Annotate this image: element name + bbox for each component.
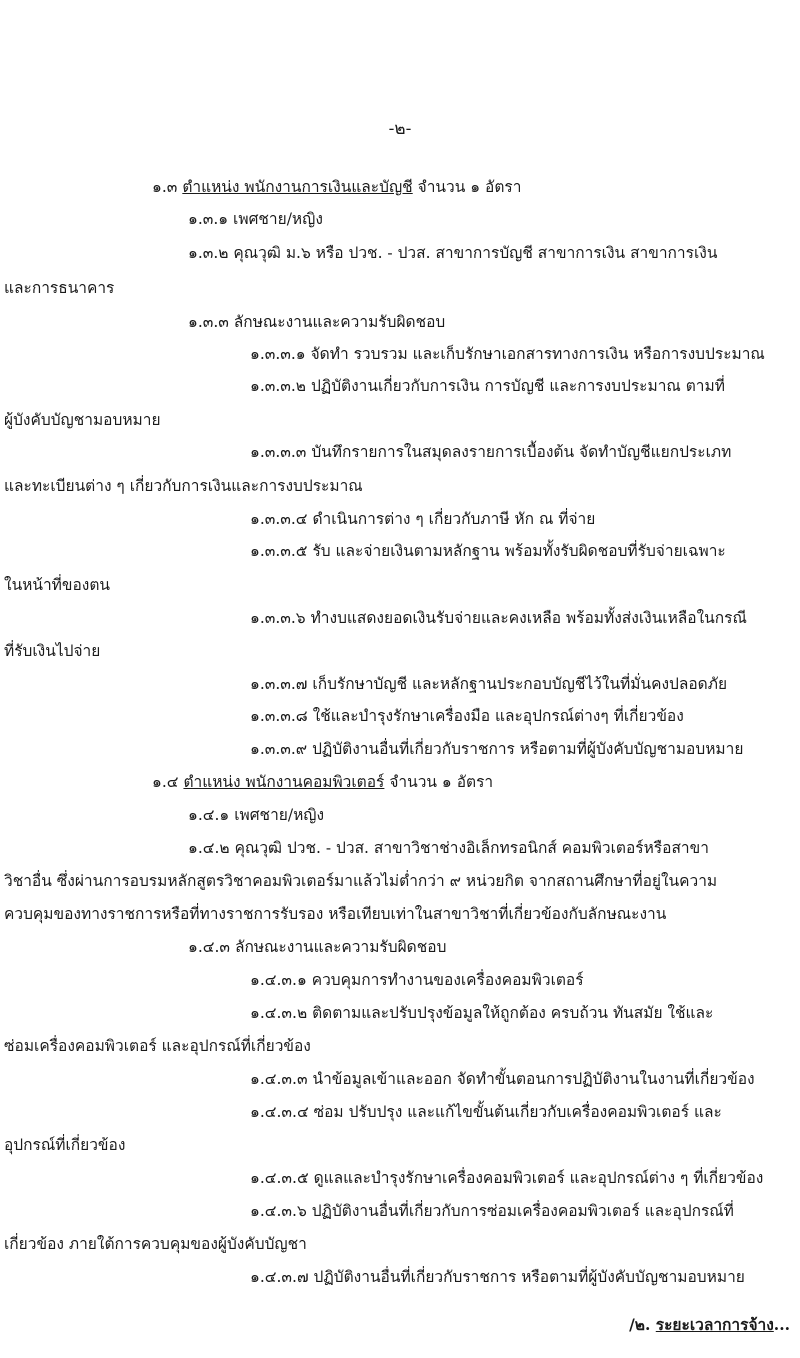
item-1-3-2: ๑.๓.๒ คุณวุฒิ ม.๖ หรือ ปวช. - ปวส. สาขาการบัญชี สาขาการเงิน สาขาการเงิน — [188, 244, 718, 262]
duty-1-3-3-4: ๑.๓.๓.๔ ดำเนินการต่าง ๆ เกี่ยวกับภาษี หัก ณ ที่จ่าย — [250, 510, 596, 528]
item-1-4-2-cont-1: วิชาอื่น ซึ่งผ่านการอบรมหลักสูตรวิชาคอมพิวเตอร์มาแล้วไม่ต่ำกว่า ๙ หน่วยกิต จากสถานศึกษาที่อยู่ในความ — [4, 872, 718, 890]
item-1-4-3: ๑.๔.๓ ลักษณะงานและความรับผิดชอบ — [188, 938, 447, 956]
item-1-3-1: ๑.๓.๑ เพศชาย/หญิง — [188, 210, 323, 228]
item-1-4-1: ๑.๔.๑ เพศชาย/หญิง — [188, 806, 325, 824]
duty-1-3-3-5: ๑.๓.๓.๕ รับ และจ่ายเงินตามหลักฐาน พร้อมทั้งรับผิดชอบที่รับจ่ายเฉพาะ — [250, 542, 726, 560]
page-number: -๒- — [388, 119, 412, 139]
continuation-text: ระยะเวลาการจ้าง — [655, 1315, 774, 1334]
duty-1-3-3-1: ๑.๓.๓.๑ จัดทำ รวบรวม และเก็บรักษาเอกสารทางการเงิน หรือการงบประมาณ — [250, 345, 765, 363]
duty-1-3-3-7: ๑.๓.๓.๗ เก็บรักษาบัญชี และหลักฐานประกอบบัญชีไว้ในที่มั่นคงปลอดภัย — [250, 675, 728, 693]
item-1-4-2: ๑.๔.๒ คุณวุฒิ ปวช. - ปวส. สาขาวิชาช่างอิเล็กทรอนิกส์ คอมพิวเตอร์หรือสาขา — [188, 839, 709, 857]
duty-1-4-3-2: ๑.๔.๓.๒ ติดตามและปรับปรุงข้อมูลให้ถูกต้อง ครบถ้วน ทันสมัย ใช้และ — [250, 1004, 714, 1022]
duty-1-4-3-7: ๑.๔.๓.๗ ปฏิบัติงานอื่นที่เกี่ยวกับราชการ หรือตามที่ผู้บังคับบัญชามอบหมาย — [250, 1268, 745, 1286]
duty-1-3-3-2-cont: ผู้บังคับบัญชามอบหมาย — [4, 411, 161, 429]
continuation-ellipsis: ... — [773, 1315, 790, 1334]
duty-1-3-3-9: ๑.๓.๓.๙ ปฏิบัติงานอื่นที่เกี่ยวกับราชการ หรือตามที่ผู้บังคับบัญชามอบหมาย — [250, 740, 744, 758]
duty-1-3-3-2: ๑.๓.๓.๒ ปฏิบัติงานเกี่ยวกับการเงิน การบัญชี และการงบประมาณ ตามที่ — [250, 377, 725, 395]
duty-1-4-3-6: ๑.๔.๓.๖ ปฏิบัติงานอื่นที่เกี่ยวกับการซ่อมเครื่องคอมพิวเตอร์ และอุปกรณ์ที่ — [250, 1202, 734, 1220]
section-number: ๑.๔ — [152, 773, 179, 791]
duty-1-3-3-6-cont: ที่รับเงินไปจ่าย — [4, 642, 101, 660]
continuation-note — [629, 1312, 790, 1337]
item-1-3-2-cont: และการธนาคาร — [4, 279, 115, 297]
continuation-prefix: /๒. — [629, 1315, 651, 1334]
duty-1-3-3-3-cont: และทะเบียนต่าง ๆ เกี่ยวกับการเงินและการงบประมาณ — [4, 477, 363, 495]
duty-1-3-3-6: ๑.๓.๓.๖ ทำงบแสดงยอดเงินรับจ่ายและคงเหลือ พร้อมทั้งส่งเงินเหลือในกรณี — [250, 609, 747, 627]
duty-1-4-3-5: ๑.๔.๓.๕ ดูแลและบำรุงรักษาเครื่องคอมพิวเตอร์ และอุปกรณ์ต่าง ๆ ที่เกี่ยวข้อง — [250, 1169, 764, 1187]
section-heading-1-3 — [152, 176, 521, 198]
item-1-4-2-cont-2: ควบคุมของทางราชการหรือที่ทางราชการรับรอง หรือเทียบเท่าในสาขาวิชาที่เกี่ยวข้องกับลักษณะงาน — [4, 905, 667, 923]
position-count: จำนวน ๑ อัตรา — [389, 773, 494, 791]
section-number: ๑.๓ — [152, 178, 178, 196]
duty-1-4-3-4-cont: อุปกรณ์ที่เกี่ยวข้อง — [4, 1136, 126, 1154]
duty-1-3-3-3: ๑.๓.๓.๓ บันทึกรายการในสมุดลงรายการเบื้องต้น จัดทำบัญชีแยกประเภท — [250, 443, 732, 461]
duty-1-4-3-4: ๑.๔.๓.๔ ซ่อม ปรับปรุง และแก้ไขขั้นต้นเกี่ยวกับเครื่องคอมพิวเตอร์ และ — [250, 1103, 722, 1121]
section-heading-1-4 — [152, 771, 493, 793]
duty-1-3-3-5-cont: ในหน้าที่ของตน — [4, 576, 111, 594]
duty-1-4-3-6-cont: เกี่ยวข้อง ภายใต้การควบคุมของผู้บังคับบัญชา — [4, 1235, 307, 1253]
position-title: ตำแหน่ง พนักงานคอมพิวเตอร์ — [183, 773, 385, 791]
item-1-3-3: ๑.๓.๓ ลักษณะงานและความรับผิดชอบ — [188, 313, 446, 331]
duty-1-4-3-1: ๑.๔.๓.๑ ควบคุมการทำงานของเครื่องคอมพิวเตอร์ — [250, 971, 584, 989]
duty-1-4-3-2-cont: ซ่อมเครื่องคอมพิวเตอร์ และอุปกรณ์ที่เกี่ยวข้อง — [4, 1037, 311, 1055]
duty-1-4-3-3: ๑.๔.๓.๓ นำข้อมูลเข้าและออก จัดทำขั้นตอนการปฏิบัติงานในงานที่เกี่ยวข้อง — [250, 1070, 755, 1088]
position-title: ตำแหน่ง พนักงานการเงินและบัญชี — [182, 178, 413, 196]
position-count: จำนวน ๑ อัตรา — [417, 178, 522, 196]
duty-1-3-3-8: ๑.๓.๓.๘ ใช้และบำรุงรักษาเครื่องมือ และอุปกรณ์ต่างๆ ที่เกี่ยวข้อง — [250, 707, 684, 725]
